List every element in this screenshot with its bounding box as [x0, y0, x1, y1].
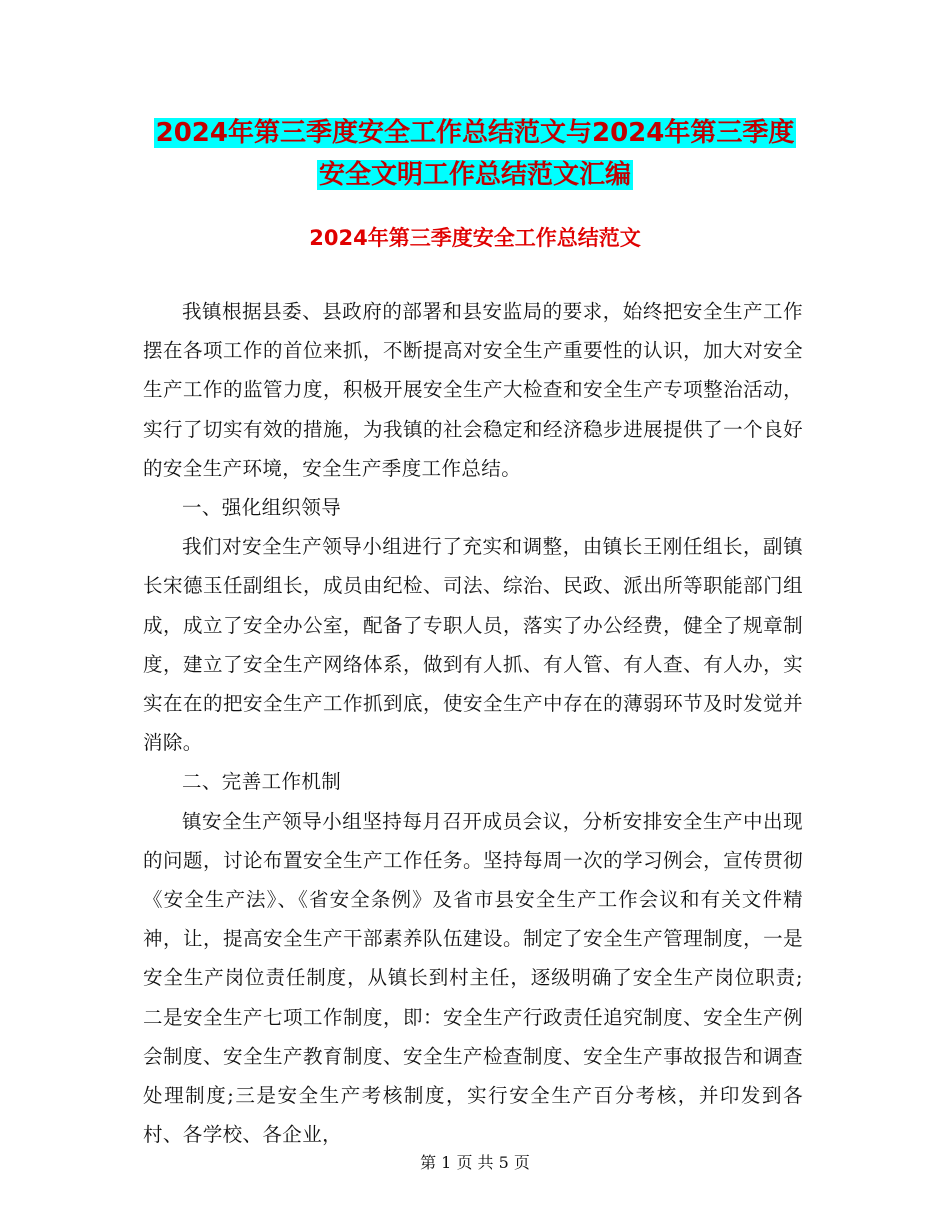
document-title-line2: [0, 152, 950, 198]
paragraph: 镇安全生产领导小组坚持每月召开成员会议，分析安排安全生产中出现的问题，讨论布置安全生产工作任务。坚持每周一次的学习例会，宣传贯彻《安全生产法》、《省安全条例》及省市县安全生产工作会议和有关文件精神，让，提高安全生产干部素养队伍建设。制定了安全生产管理制度，一是安全生产岗位责任制度，从镇长到村主任，逐级明确了安全生产岗位职责;二是安全生产七项工作制度，即：安全生产行政责任追究制度、安全生产例会制度、安全生产教育制度、安全生产检查制度、安全生产事故报告和调查处理制度;三是安全生产考核制度，实行安全生产百分考核，并印发到各村、各学校、各企业，: [143, 809, 803, 1147]
paragraph: 我们对安全生产领导小组进行了充实和调整，由镇长王刚任组长，副镇长宋德玉任副组长，成员由纪检、司法、综治、民政、派出所等职能部门组成，成立了安全办公室，配备了专职人员，落实了办公经费，健全了规章制度，建立了安全生产网络体系，做到有人抓、有人管、有人查、有人办，实实在在的把安全生产工作抓到底，使安全生产中存在的薄弱环节及时发觉并消除。: [143, 535, 803, 755]
section-heading: 二、完善工作机制: [182, 770, 342, 794]
paragraph: 我镇根据县委、县政府的部署和县安监局的要求，始终把安全生产工作摆在各项工作的首位来抓，不断提高对安全生产重要性的认识，加大对安全生产工作的监管力度，积极开展安全生产大检查和安全生产专项整治活动，实行了切实有效的措施，为我镇的社会稳定和经济稳步进展提供了一个良好的安全生产环境，安全生产季度工作总结。: [143, 300, 803, 480]
title-line1-text: 2024年第三季度安全工作总结范文与2024年第三季度: [155, 118, 795, 148]
page-footer: 第 1 页 共 5 页: [420, 1153, 530, 1172]
section-title: 2024年第三季度安全工作总结范文: [309, 226, 641, 250]
document-title-line1: [0, 110, 950, 156]
title-line2-text: 安全文明工作总结范文汇编: [318, 160, 631, 190]
document-body: [143, 292, 803, 1154]
section-heading: 一、强化组织领导: [182, 496, 342, 520]
